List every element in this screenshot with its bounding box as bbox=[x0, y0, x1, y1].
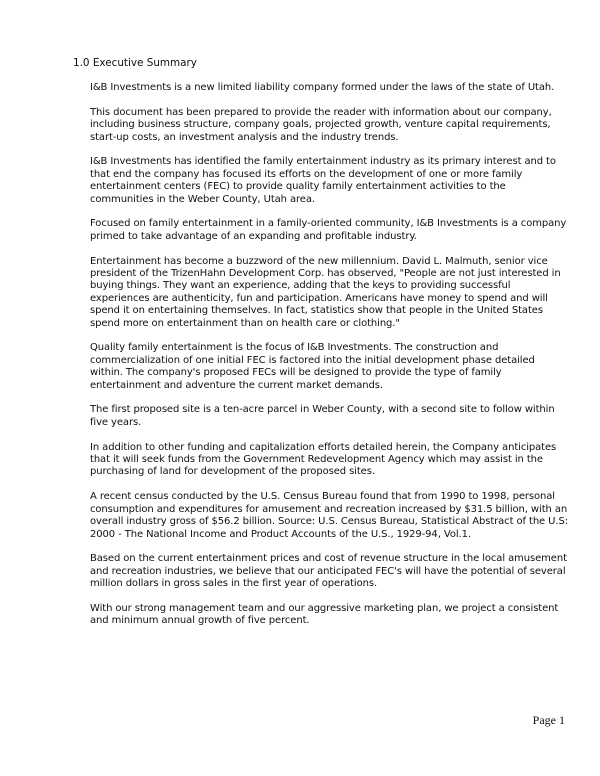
paragraph-fec-focus: I&B Investments has identified the family entertainment industry as its primary interest and to that end the company has focused its efforts on the development of one or more family entertainment centers (FEC) to provide quality family entertainment activities to the communities in the Weber County, Utah area. bbox=[90, 156, 556, 205]
section-heading: 1.0 Executive Summary bbox=[73, 57, 197, 69]
paragraph-sales-potential: Based on the current entertainment prices and cost of revenue structure in the local amusement and recreation industries, we believe that our anticipated FEC's will have the potential of several million dollars in gross sales in the first year of operations. bbox=[90, 553, 567, 590]
paragraph-document-purpose: This document has been prepared to provide the reader with information about our company, including business structure, company goals, projected growth, venture capital requirements, start-up costs, an investment analysis and the industry trends. bbox=[90, 106, 552, 143]
paragraph-quality-entertainment: Quality family entertainment is the focus of I&B Investments. The construction and commercialization of one initial FEC is factored into the initial development phase detailed within. The company's proposed FECs will be designed to provide the type of family entertainment and adventure the current market demands. bbox=[90, 342, 535, 391]
page-number: Page 1 bbox=[532, 713, 565, 727]
paragraph-family-community: Focused on family entertainment in a family-oriented community, I&B Investments is a company primed to take advantage of an expanding and profitable industry. bbox=[90, 218, 567, 242]
section-body bbox=[90, 82, 570, 640]
paragraph-company-formation: I&B Investments is a new limited liability company formed under the laws of the state of Utah. bbox=[90, 82, 555, 93]
paragraph-growth: With our strong management team and our aggressive marketing plan, we project a consistent and minimum annual growth of five percent. bbox=[90, 602, 559, 627]
paragraph-census: A recent census conducted by the U.S. Census Bureau found that from 1990 to 1998, personal consumption and expenditures for amusement and recreation increased by $31.5 billion, with an overall industry gross of $56.2 billion. Source: U.S. Census Bureau, Statistical Abstract of the U.S: 2000 - The National Income and Product Accounts of the U.S., 1929-94, Vol.1. bbox=[90, 491, 568, 540]
paragraph-funding: In addition to other funding and capitalization efforts detailed herein, the Company anticipates that it will seek funds from the Government Redevelopment Agency which may assist in the purchasing of land for development of the proposed sites. bbox=[90, 441, 557, 478]
paragraph-entertainment-quote: Entertainment has become a buzzword of the new millennium. David L. Malmuth, senior vice president of the TrizenHahn Development Corp. has observed, "People are not just interested in buying things. They want an experience, adding that the keys to providing successful experiences are authenticity, fun and participation. Americans have money to spend and will spend it on entertaining themselves. In fact, statistics show that people in the United States spend more on entertainment than on health care or clothing." bbox=[90, 255, 561, 329]
paragraph-proposed-site: The first proposed site is a ten-acre parcel in Weber County, with a second site to follow within five years. bbox=[90, 404, 555, 428]
